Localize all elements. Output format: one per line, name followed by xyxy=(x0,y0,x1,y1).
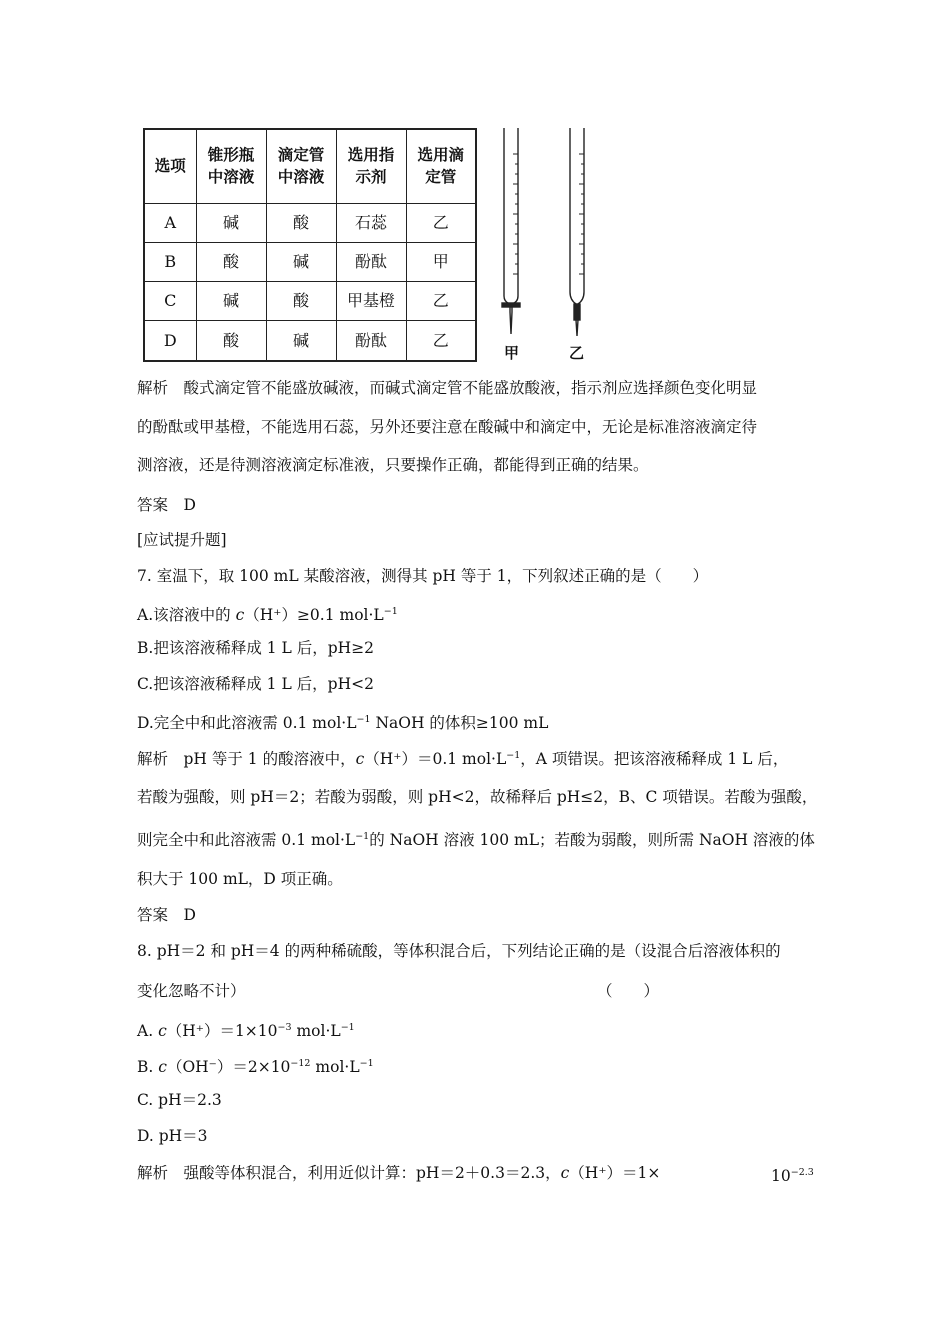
header-flask-solution: 锥形瓶 中溶液 xyxy=(196,129,266,203)
table-row xyxy=(144,242,476,281)
q8-option-a: A. $c(H^+)=1\times 10^{-3}$ $mol\cdot L^{-1}$ xyxy=(137,1022,355,1040)
table-cell: 石蕊 xyxy=(336,203,406,242)
q6-analysis-line-2: 的酚酞或甲基橙，不能选用石蕊，另外还要注意在酸碱中和滴定中，无论是标准溶液滴定待 xyxy=(137,418,758,436)
table-cell: C xyxy=(144,282,196,321)
q7-stem: 7. 室温下，取 100 mL 某酸溶液，测得其 pH 等于 1，下列叙述正确的是（ ） xyxy=(137,567,709,585)
base-burette-icon xyxy=(570,128,584,336)
header-indicator: 选用指 示剂 xyxy=(336,129,406,203)
q7-analysis-line-1: 解析 pH 等于 1 的酸溶液中，c（H⁺）＝0.1 $mol\cdot L^{-1}$，A 项错误。把该溶液稀释成 1 L 后， xyxy=(137,750,789,768)
q8-analysis-line-1: 解析 强酸等体积混合，利用近似计算：pH＝2＋0.3＝2.3，c（H⁺）＝1× xyxy=(137,1164,661,1182)
q8-option-d: D. pH＝3 xyxy=(137,1127,208,1145)
table-cell: 碱 xyxy=(266,242,336,281)
table-cell: 甲基橙 xyxy=(336,282,406,321)
table-cell: D xyxy=(144,321,196,361)
q7-answer: 答案 D xyxy=(137,906,196,924)
table-cell: A xyxy=(144,203,196,242)
header-burette-solution: 滴定管 中溶液 xyxy=(266,129,336,203)
table-cell: 酸 xyxy=(266,203,336,242)
table-row xyxy=(144,282,476,321)
burettes-figure xyxy=(490,124,610,364)
header-option: 选项 xyxy=(144,129,196,203)
q8-answer-blank: （ ） xyxy=(597,982,660,1000)
q6-answer: 答案 D xyxy=(137,496,196,514)
section-title: [应试提升题] xyxy=(137,531,227,549)
q7-option-b: B.把该溶液稀释成 1 L 后，pH≥2 xyxy=(137,639,375,657)
table-cell: 乙 xyxy=(406,321,476,361)
q7-option-d: D.完全中和此溶液需 0.1 $mol\cdot L^{-1}$ NaOH 的体积≥100 mL xyxy=(137,714,549,732)
q6-analysis-line-1: 解析 酸式滴定管不能盛放碱液，而碱式滴定管不能盛放酸液，指示剂应选择颜色变化明显 xyxy=(137,379,758,397)
table-cell: B xyxy=(144,242,196,281)
table-row xyxy=(144,321,476,361)
table-cell: 酚酞 xyxy=(336,242,406,281)
q7-option-a: A.该溶液中的 c（H⁺）≥0.1 $mol\cdot L^{-1}$ xyxy=(137,606,398,624)
table-cell: 乙 xyxy=(406,282,476,321)
table-cell: 酸 xyxy=(266,282,336,321)
table-cell: 甲 xyxy=(406,242,476,281)
table-cell: 碱 xyxy=(266,321,336,361)
table-cell: 酚酞 xyxy=(336,321,406,361)
table-cell: 碱 xyxy=(196,203,266,242)
q7-analysis-line-4: 积大于 100 mL，D 项正确。 xyxy=(137,870,343,888)
q7-analysis-line-3: 则完全中和此溶液需 0.1 $mol\cdot L^{-1}$的 NaOH 溶液 100 mL；若酸为弱酸，则所需 NaOH 溶液的体 xyxy=(137,831,815,849)
q8-stem-line-1: 8. pH＝2 和 pH＝4 的两种稀硫酸，等体积混合后，下列结论正确的是（设混合后溶液体积的 xyxy=(137,942,781,960)
label-yi: 乙 xyxy=(569,344,585,362)
options-table xyxy=(143,128,477,362)
header-burette: 选用滴 定管 xyxy=(406,129,476,203)
q7-analysis-line-2: 若酸为强酸，则 pH＝2；若酸为弱酸，则 pH<2，故稀释后 pH≤2，B、C 项错误。若酸为强酸， xyxy=(137,788,818,806)
table-cell: 碱 xyxy=(196,282,266,321)
acid-burette-icon xyxy=(502,128,520,334)
label-jia: 甲 xyxy=(504,344,520,362)
table-cell: 酸 xyxy=(196,321,266,361)
table-header-row xyxy=(144,129,476,203)
q8-analysis-tail: $10^{-2.3}$ xyxy=(771,1167,814,1185)
q8-option-b: B. $c(OH^-)=2\times 10^{-12}$ $mol\cdot L^{-1}$ xyxy=(137,1058,374,1076)
q8-option-c: C. pH＝2.3 xyxy=(137,1091,222,1109)
q7-option-c: C.把该溶液稀释成 1 L 后，pH<2 xyxy=(137,675,374,693)
q6-analysis-line-3: 测溶液，还是待测溶液滴定标准液，只要操作正确，都能得到正确的结果。 xyxy=(137,456,649,474)
table-cell: 酸 xyxy=(196,242,266,281)
q8-stem-line-2: 变化忽略不计） xyxy=(137,982,246,1000)
table-row xyxy=(144,203,476,242)
table-cell: 乙 xyxy=(406,203,476,242)
